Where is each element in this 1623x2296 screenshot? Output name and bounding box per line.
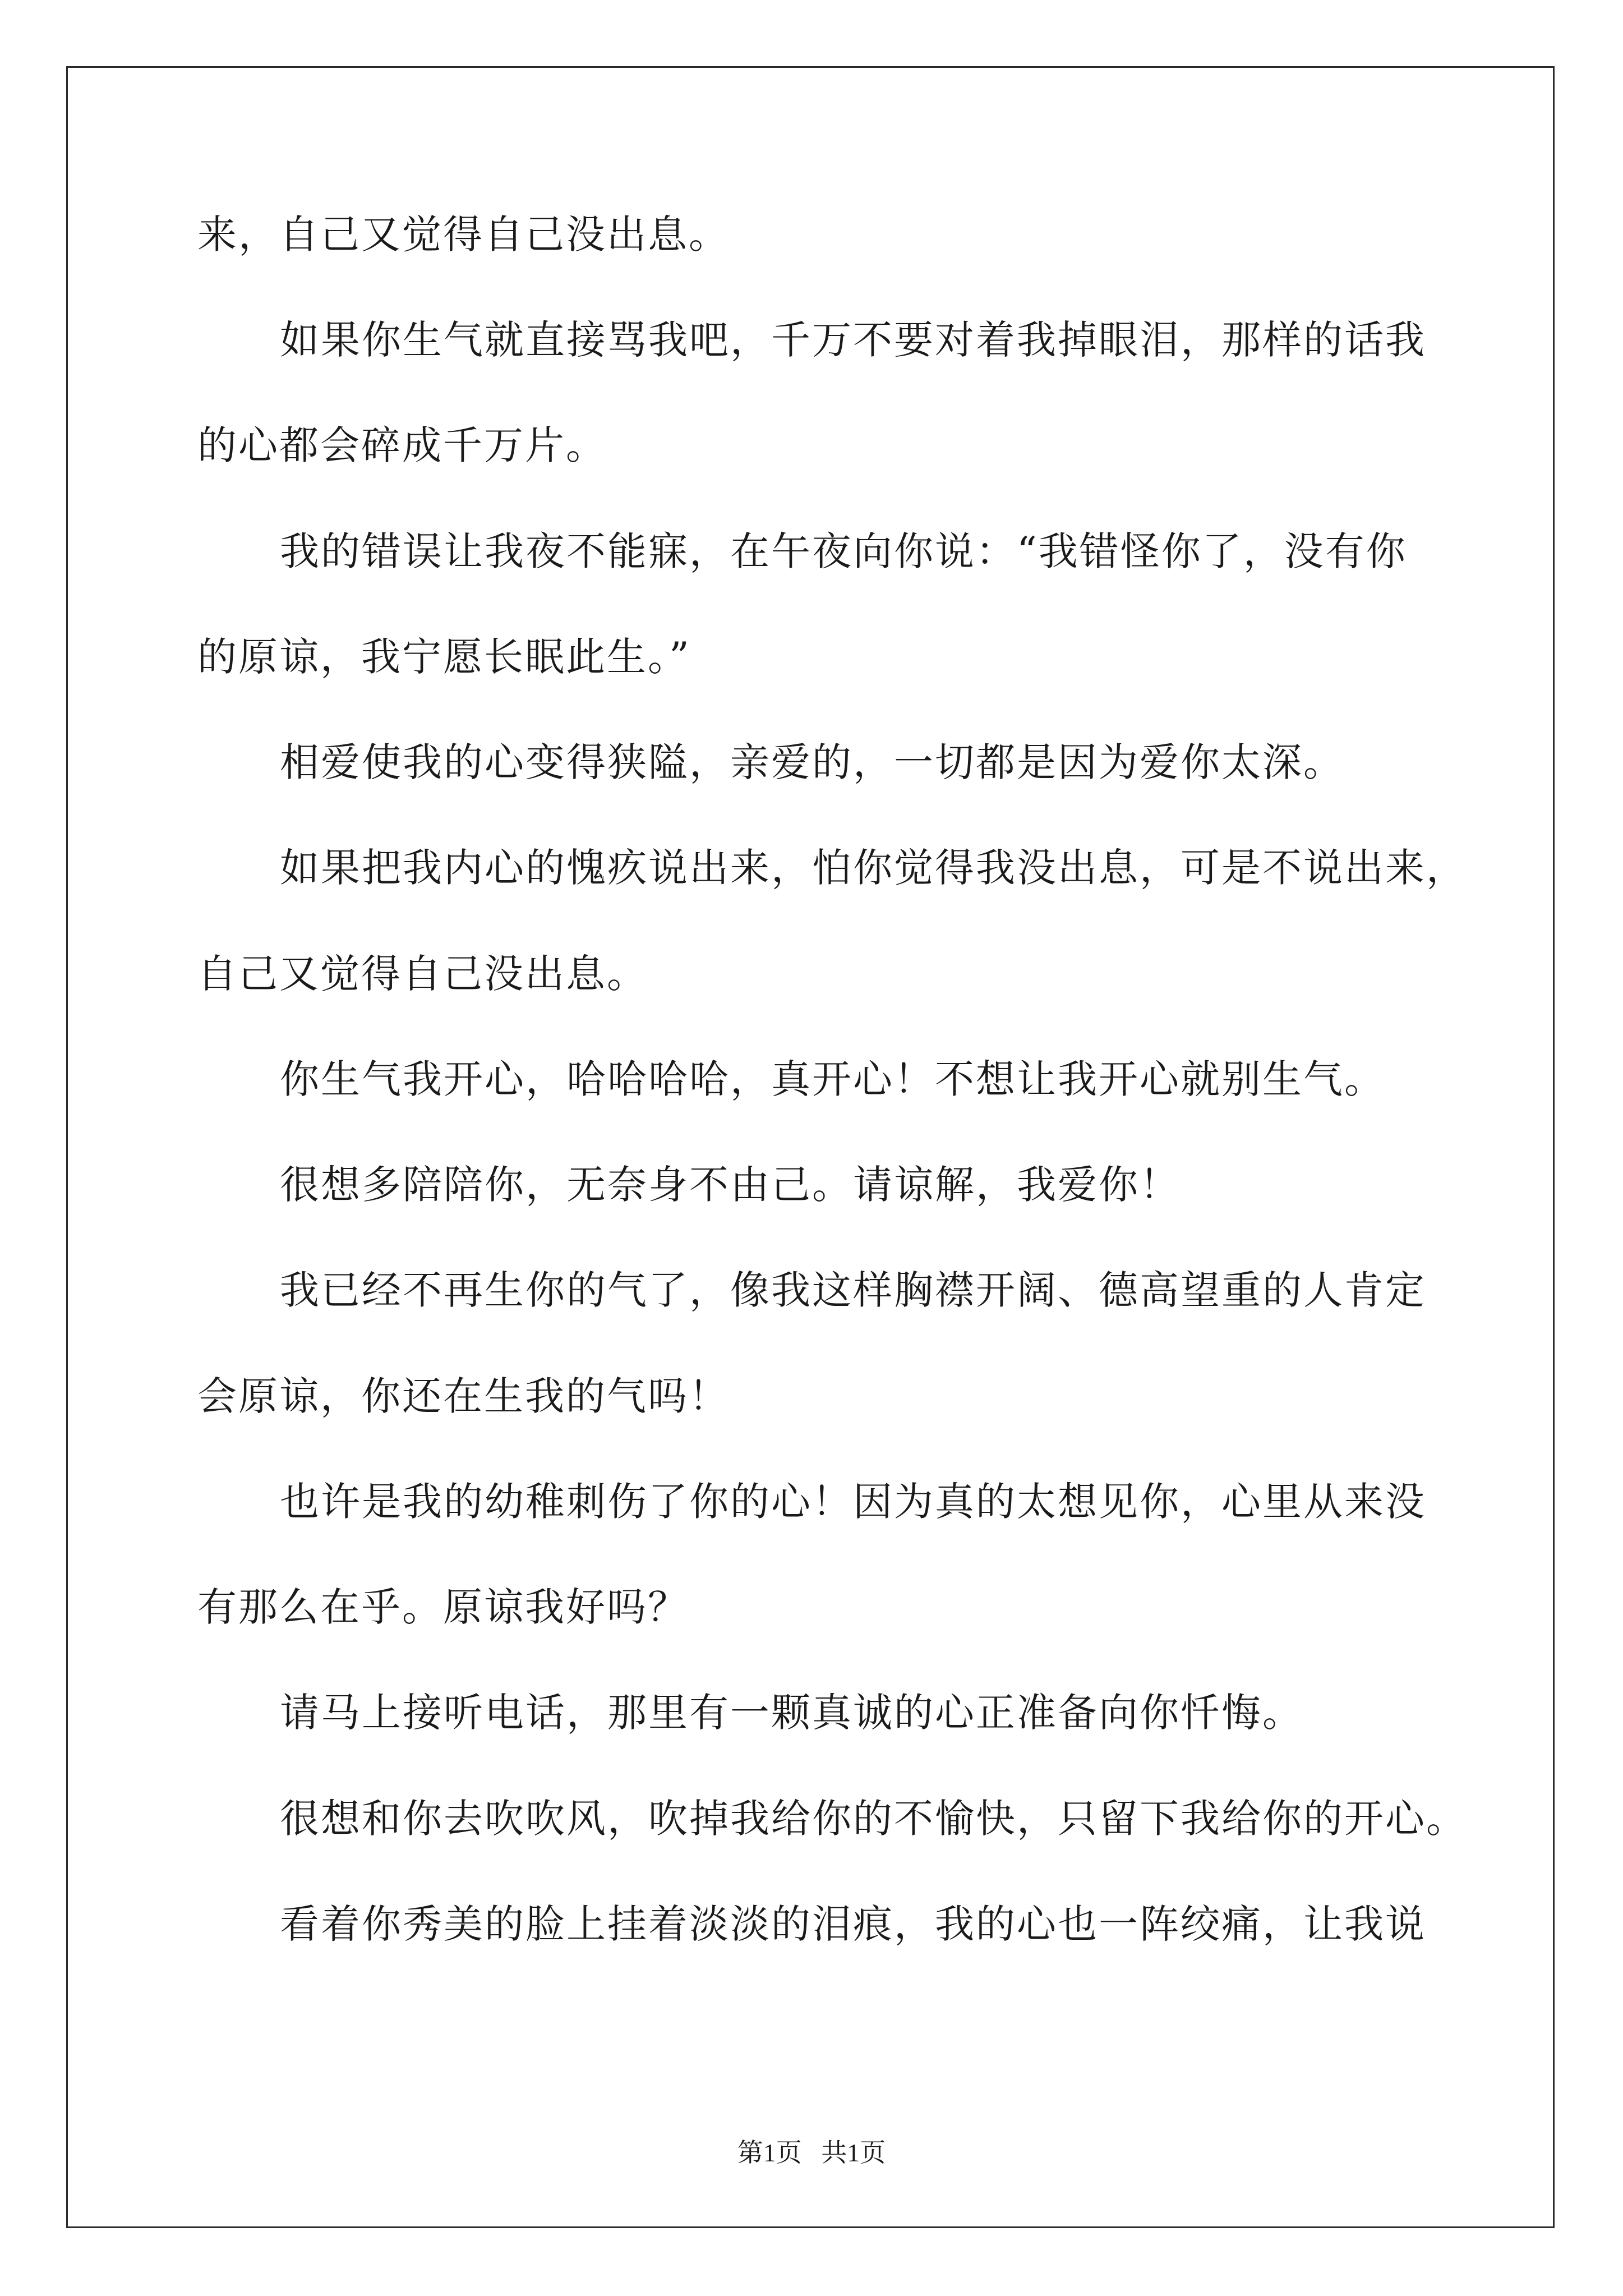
- text-line: 你生气我开心，哈哈哈哈，真开心！不想让我开心就别生气。: [280, 1056, 1385, 1102]
- text-line: 会原谅，你还在生我的气吗！: [197, 1373, 730, 1419]
- text-line: 的心都会碎成千万片。: [197, 422, 607, 468]
- text-line: 请马上接听电话，那里有一颗真诚的心正准备向你忏悔。: [280, 1690, 1303, 1736]
- text-line: 相爱使我的心变得狭隘，亲爱的，一切都是因为爱你太深。: [280, 739, 1344, 785]
- page-number-footer: 第1页 共1页: [737, 2138, 886, 2167]
- text-line: 也许是我的幼稚刺伤了你的心！因为真的太想见你，心里从来没: [280, 1479, 1426, 1525]
- text-line: 的原谅，我宁愿长眠此生。”: [197, 634, 691, 680]
- text-line: 看着你秀美的脸上挂着淡淡的泪痕，我的心也一阵绞痛，让我说: [280, 1901, 1426, 1947]
- text-line: 自己又觉得自己没出息。: [197, 951, 648, 997]
- text-line: 很想多陪陪你，无奈身不由己。请谅解，我爱你！: [280, 1162, 1181, 1208]
- text-line: 我已经不再生你的气了，像我这样胸襟开阔、德高望重的人肯定: [280, 1267, 1426, 1313]
- text-line: 我的错误让我夜不能寐，在午夜向你说：“我错怪你了，没有你: [280, 528, 1407, 574]
- text-line: 很想和你去吹吹风，吹掉我给你的不愉快，只留下我给你的开心。: [280, 1796, 1467, 1842]
- text-line: 来，自己又觉得自己没出息。: [197, 211, 730, 257]
- text-line: 如果把我内心的愧疚说出来，怕你觉得我没出息，可是不说出来，: [280, 845, 1467, 891]
- text-line: 如果你生气就直接骂我吧，千万不要对着我掉眼泪，那样的话我: [280, 317, 1426, 363]
- text-line: 有那么在乎。原谅我好吗？: [197, 1584, 689, 1630]
